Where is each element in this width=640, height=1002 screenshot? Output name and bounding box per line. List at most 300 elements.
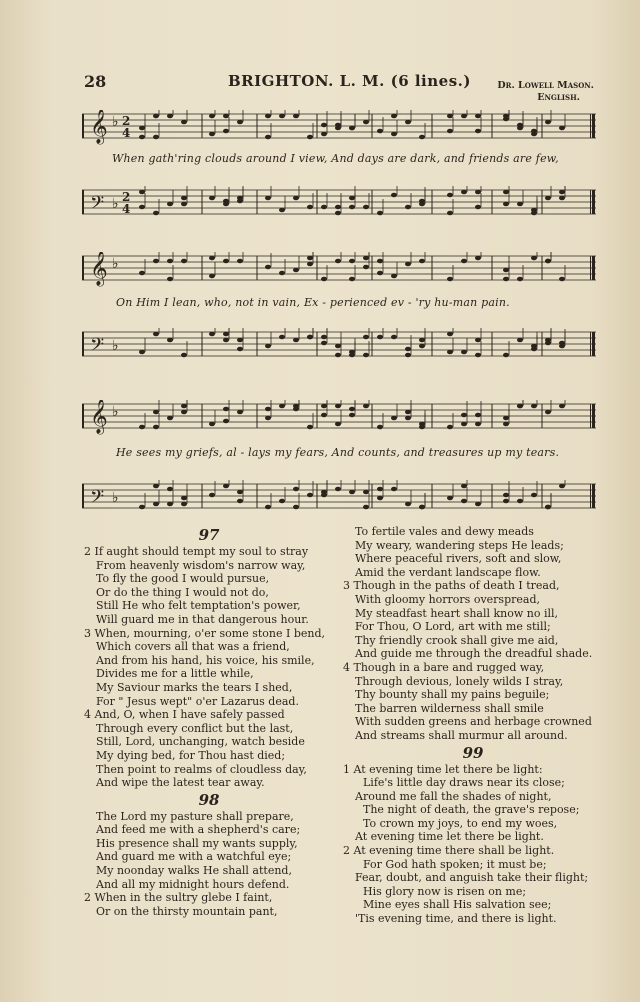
verse-line: To crown my joys, to end my woes,: [363, 816, 558, 830]
note-head: [139, 271, 145, 276]
verse-line: His presence shall my wants supply,: [96, 836, 298, 850]
note-head: [461, 259, 467, 264]
note-head: [559, 277, 565, 282]
verse-line: 3 When, mourning, o'er some stone I bend,: [84, 626, 326, 640]
note-head: [181, 120, 187, 125]
verse-line: Which covers all that was a friend,: [96, 640, 290, 654]
verse-line: 4 Though in a bare and rugged way,: [343, 660, 545, 674]
verse-line: 2 When in the sultry glebe I faint,: [84, 891, 273, 905]
verse-line: My Saviour marks the tears I shed,: [96, 680, 293, 694]
note-head: [517, 277, 523, 282]
note-head: [321, 132, 327, 137]
verse-line: 3 Though in the paths of death I tread,: [343, 579, 560, 593]
note-head: [377, 487, 383, 492]
verse-line: Then point to realms of cloudless day,: [96, 762, 307, 776]
bass-clef-icon: 𝄢: [90, 193, 105, 218]
note-head: [153, 259, 159, 264]
end-bar-line: [592, 114, 595, 138]
verse-line: Still, Lord, unchanging, watch beside: [96, 735, 305, 749]
verse-line: 2 If aught should tempt my soul to stray: [84, 545, 309, 558]
flat-key-signature-icon: ♭: [112, 490, 119, 506]
note-head: [265, 407, 271, 412]
treble-staff-1: [82, 110, 596, 144]
verse-line: For God hath spoken; it must be;: [363, 857, 547, 871]
note-head: [209, 422, 215, 427]
treble-clef-icon: 𝄞: [90, 110, 108, 144]
note-head: [279, 208, 285, 213]
note-head: [237, 259, 243, 264]
hymn-98-verse-2-start: [84, 891, 334, 918]
staff-lines: [82, 400, 596, 440]
note-head: [181, 202, 187, 207]
note-head: [531, 493, 537, 498]
verse-line: My steadfast heart shall know no ill,: [355, 606, 559, 620]
note-head: [223, 484, 229, 489]
verse-line: With sudden greens and herbage crowned: [355, 715, 592, 729]
note-head: [237, 499, 243, 504]
note-head: [265, 114, 271, 119]
note-head: [223, 419, 229, 424]
note-head: [475, 256, 481, 261]
note-head: [349, 277, 355, 282]
note-head: [405, 120, 411, 125]
note-head: [377, 129, 383, 134]
note-head: [419, 338, 425, 343]
note-head: [545, 410, 551, 415]
note-head: [377, 425, 383, 430]
hymn-98-verse-3: [343, 579, 603, 661]
verse-line: The barren wilderness shall smile: [355, 701, 544, 715]
note-head: [503, 493, 509, 498]
verse-line: And guide me through the dreadful shade.: [355, 647, 593, 661]
end-bar-line: [592, 404, 595, 428]
end-bar-line: [590, 404, 591, 428]
verse-line: My noonday walks He shall attend,: [96, 864, 292, 878]
time-signature-digit: 2: [122, 190, 131, 204]
note-head: [419, 425, 425, 430]
note-head: [167, 338, 173, 343]
note-head: [391, 193, 397, 198]
note-head: [531, 256, 537, 261]
note-head: [391, 487, 397, 492]
verse-line: Thy friendly crook shall give me aid,: [355, 633, 559, 647]
note-head: [335, 487, 341, 492]
note-head: [167, 259, 173, 264]
note-head: [349, 196, 355, 201]
staff-lines: [82, 328, 596, 368]
note-head: [405, 353, 411, 358]
flat-key-signature-icon: ♭: [112, 196, 119, 212]
note-head: [391, 416, 397, 421]
note-head: [545, 505, 551, 510]
note-head: [265, 135, 271, 140]
bass-clef-icon: 𝄢: [90, 487, 105, 512]
note-head: [405, 262, 411, 267]
note-head: [503, 114, 509, 119]
note-head: [447, 350, 453, 355]
hymn-97-verse-3: [84, 627, 334, 709]
note-head: [461, 499, 467, 504]
verse-line: Fear, doubt, and anguish take their flight;: [355, 871, 589, 885]
end-bar-line: [590, 256, 591, 280]
note-head: [153, 332, 159, 337]
note-head: [461, 114, 467, 119]
note-head: [377, 496, 383, 501]
note-head: [139, 135, 145, 140]
note-head: [167, 202, 173, 207]
note-head: [363, 404, 369, 409]
note-head: [321, 413, 327, 418]
verse-line: His glory now is risen on me;: [363, 884, 527, 898]
text-column-right: [343, 525, 603, 926]
verse-line: And wipe the latest tear away.: [96, 776, 265, 790]
verse-line: Or on the thirsty mountain pant,: [96, 904, 278, 918]
hymn-99-verse-2: [343, 844, 603, 926]
note-head: [237, 120, 243, 125]
note-head: [209, 493, 215, 498]
note-head: [503, 202, 509, 207]
note-head: [503, 190, 509, 195]
note-head: [265, 505, 271, 510]
page-number: 28: [84, 72, 107, 91]
note-head: [237, 490, 243, 495]
hymn-98-verse-4: [343, 661, 603, 743]
note-head: [307, 425, 313, 430]
lyric-line-3: He sees my griefs, al - lays my fears, And counts, and treasures up my tears.: [116, 446, 560, 459]
hymn-99-verse-1: [343, 763, 603, 845]
note-head: [377, 271, 383, 276]
verse-line: 1 At evening time let there be light:: [343, 762, 543, 776]
note-head: [181, 353, 187, 358]
verse-line: Or do the thing I would not do,: [96, 585, 269, 599]
end-bar-line: [592, 256, 595, 280]
note-head: [363, 353, 369, 358]
note-head: [461, 413, 467, 418]
end-bar-line: [592, 332, 595, 356]
note-head: [321, 490, 327, 495]
note-head: [321, 341, 327, 346]
note-head: [293, 505, 299, 510]
note-head: [181, 410, 187, 415]
note-head: [181, 259, 187, 264]
note-head: [139, 505, 145, 510]
note-head: [517, 499, 523, 504]
treble-staff-2: [82, 252, 596, 286]
verse-line: Divides me for a little while,: [96, 667, 254, 681]
note-head: [349, 259, 355, 264]
verse-line: The night of death, the grave's repose;: [363, 803, 580, 817]
note-head: [447, 193, 453, 198]
note-head: [223, 114, 229, 119]
time-signature-digit: 2: [122, 114, 131, 128]
hymn-97-verse-2: [84, 545, 334, 627]
note-head: [377, 211, 383, 216]
verse-line: Around me fall the shades of night,: [355, 789, 552, 803]
verse-line: And feed me with a shepherd's care;: [96, 823, 301, 837]
note-head: [349, 407, 355, 412]
note-head: [363, 120, 369, 125]
staff-lines: [82, 252, 596, 292]
verse-line: My weary, wandering steps He leads;: [355, 538, 564, 552]
note-head: [363, 490, 369, 495]
note-head: [167, 114, 173, 119]
note-head: [405, 347, 411, 352]
verse-line: With gloomy horrors overspread,: [355, 592, 540, 606]
note-head: [377, 259, 383, 264]
note-head: [559, 341, 565, 346]
note-head: [391, 335, 397, 340]
note-head: [153, 410, 159, 415]
note-head: [181, 502, 187, 507]
flat-key-signature-icon: ♭: [112, 338, 119, 354]
note-head: [139, 126, 145, 131]
lyric-line-2: On Him I lean, who, not in vain, Ex - perienced ev - 'ry hu-man pain.: [116, 296, 510, 309]
staff-lines: [82, 110, 596, 150]
note-head: [545, 120, 551, 125]
note-head: [503, 277, 509, 282]
staff-lines: [82, 186, 596, 226]
hymn-98-verse-2-end: [343, 525, 603, 579]
time-signature-digit: 4: [122, 126, 131, 140]
note-head: [321, 205, 327, 210]
verse-line: For Thou, O Lord, art with me still;: [355, 620, 551, 634]
note-head: [335, 422, 341, 427]
hymn-number-99: 99: [462, 743, 484, 762]
note-head: [293, 407, 299, 412]
note-head: [335, 259, 341, 264]
music-system-3: [82, 392, 596, 522]
verse-line: Still He who felt temptation's power,: [96, 599, 301, 613]
note-head: [209, 114, 215, 119]
note-head: [517, 338, 523, 343]
note-head: [559, 190, 565, 195]
note-head: [293, 196, 299, 201]
note-head: [279, 271, 285, 276]
note-head: [153, 135, 159, 140]
note-head: [307, 262, 313, 267]
note-head: [321, 404, 327, 409]
note-head: [293, 338, 299, 343]
bass-staff-1: [82, 186, 596, 220]
tune-title: BRIGHTON. L. M. (6 lines.): [228, 72, 471, 90]
note-head: [545, 341, 551, 346]
note-head: [461, 484, 467, 489]
hymn-98-verse-1: [84, 810, 334, 892]
note-head: [475, 190, 481, 195]
note-head: [531, 211, 537, 216]
treble-clef-icon: 𝄞: [90, 400, 108, 434]
note-head: [265, 416, 271, 421]
note-head: [545, 259, 551, 264]
hymn-number-98: 98: [198, 790, 220, 809]
verse-line: From heavenly wisdom's narrow way,: [96, 558, 306, 572]
note-head: [321, 277, 327, 282]
note-head: [349, 413, 355, 418]
verse-line: Life's little day draws near its close;: [363, 776, 565, 790]
note-head: [167, 416, 173, 421]
text-column-left: [84, 525, 334, 918]
note-head: [363, 265, 369, 270]
note-head: [153, 502, 159, 507]
note-head: [419, 259, 425, 264]
note-head: [181, 496, 187, 501]
verse-line: And from his hand, his voice, his smile,: [96, 653, 315, 667]
note-head: [167, 502, 173, 507]
note-head: [209, 196, 215, 201]
note-head: [559, 196, 565, 201]
note-head: [391, 274, 397, 279]
note-head: [307, 256, 313, 261]
note-head: [321, 123, 327, 128]
note-head: [153, 114, 159, 119]
note-head: [531, 404, 537, 409]
note-head: [153, 425, 159, 430]
note-head: [279, 335, 285, 340]
note-head: [475, 129, 481, 134]
note-head: [377, 335, 383, 340]
verse-line: To fertile vales and dewy meads: [355, 525, 534, 538]
note-head: [335, 205, 341, 210]
verse-line: My dying bed, for Thou hast died;: [96, 748, 286, 762]
bass-staff-3: [82, 480, 596, 514]
note-head: [209, 332, 215, 337]
note-head: [265, 265, 271, 270]
note-head: [405, 502, 411, 507]
note-head: [237, 338, 243, 343]
end-bar-line: [592, 190, 595, 214]
note-head: [363, 256, 369, 261]
note-head: [461, 190, 467, 195]
end-bar-line: [590, 190, 591, 214]
note-head: [307, 335, 313, 340]
note-head: [447, 277, 453, 282]
note-head: [517, 404, 523, 409]
note-head: [293, 268, 299, 273]
note-head: [447, 129, 453, 134]
note-head: [531, 132, 537, 137]
music-system-1: [82, 104, 596, 224]
treble-staff-3: [82, 400, 596, 434]
note-head: [503, 422, 509, 427]
note-head: [503, 416, 509, 421]
note-head: [475, 502, 481, 507]
bass-clef-icon: 𝄢: [90, 335, 105, 360]
note-head: [405, 410, 411, 415]
note-head: [209, 132, 215, 137]
note-head: [349, 126, 355, 131]
note-head: [139, 205, 145, 210]
note-head: [279, 499, 285, 504]
note-head: [307, 493, 313, 498]
note-head: [153, 484, 159, 489]
note-head: [559, 404, 565, 409]
note-head: [139, 190, 145, 195]
note-head: [475, 353, 481, 358]
note-head: [139, 350, 145, 355]
note-head: [447, 425, 453, 430]
note-head: [335, 126, 341, 131]
verse-line: Through every conflict but the last,: [96, 721, 294, 735]
page-header: [84, 72, 604, 102]
verse-line: For " Jesus wept" o'er Lazarus dead.: [96, 694, 299, 708]
hymn-97-verse-4: [84, 708, 334, 790]
verse-line: And all my midnight hours defend.: [96, 877, 290, 891]
note-head: [293, 114, 299, 119]
note-head: [475, 338, 481, 343]
note-head: [545, 196, 551, 201]
note-head: [223, 332, 229, 337]
verse-line: The Lord my pasture shall prepare,: [96, 809, 294, 823]
verse-line: At evening time let there be light.: [355, 830, 544, 844]
note-head: [559, 484, 565, 489]
note-head: [503, 499, 509, 504]
note-head: [209, 256, 215, 261]
note-head: [321, 335, 327, 340]
note-head: [461, 350, 467, 355]
note-head: [293, 487, 299, 492]
note-head: [419, 199, 425, 204]
tune-origin: English.: [537, 92, 580, 103]
note-head: [475, 205, 481, 210]
note-head: [363, 505, 369, 510]
note-head: [419, 344, 425, 349]
note-head: [475, 114, 481, 119]
music-system-2: [82, 246, 596, 376]
note-head: [307, 135, 313, 140]
verse-line: 4 And, O, when I have safely passed: [84, 708, 285, 722]
note-head: [419, 135, 425, 140]
note-head: [405, 205, 411, 210]
note-head: [517, 126, 523, 131]
end-bar-line: [590, 114, 591, 138]
note-head: [531, 344, 537, 349]
note-head: [391, 132, 397, 137]
verse-line: And streams shall murmur all around.: [355, 728, 568, 742]
note-head: [503, 268, 509, 273]
note-head: [153, 211, 159, 216]
end-bar-line: [590, 484, 591, 508]
note-head: [279, 404, 285, 409]
note-head: [167, 487, 173, 492]
lyric-line-1: When gath'ring clouds around I view, And days are dark, and friends are few,: [112, 152, 559, 165]
note-head: [181, 196, 187, 201]
note-head: [223, 202, 229, 207]
verse-line: Thy bounty shall my pains beguile;: [355, 688, 550, 702]
note-head: [223, 129, 229, 134]
verse-line: Through devious, lonely wilds I stray,: [355, 674, 564, 688]
note-head: [237, 347, 243, 352]
note-head: [307, 205, 313, 210]
verse-line: Will guard me in that dangerous hour.: [96, 612, 309, 626]
verse-line: And guard me with a watchful eye;: [96, 850, 292, 864]
note-head: [517, 202, 523, 207]
bass-staff-2: [82, 328, 596, 362]
verse-line: Where peaceful rivers, soft and slow,: [355, 552, 562, 566]
note-head: [223, 407, 229, 412]
note-head: [209, 274, 215, 279]
note-head: [559, 126, 565, 131]
note-head: [335, 353, 341, 358]
note-head: [349, 205, 355, 210]
note-head: [503, 353, 509, 358]
note-head: [223, 338, 229, 343]
note-head: [181, 404, 187, 409]
flat-key-signature-icon: ♭: [112, 404, 119, 420]
note-head: [461, 422, 467, 427]
note-head: [363, 205, 369, 210]
note-head: [349, 350, 355, 355]
verse-line: To fly the good I would pursue,: [96, 572, 270, 586]
